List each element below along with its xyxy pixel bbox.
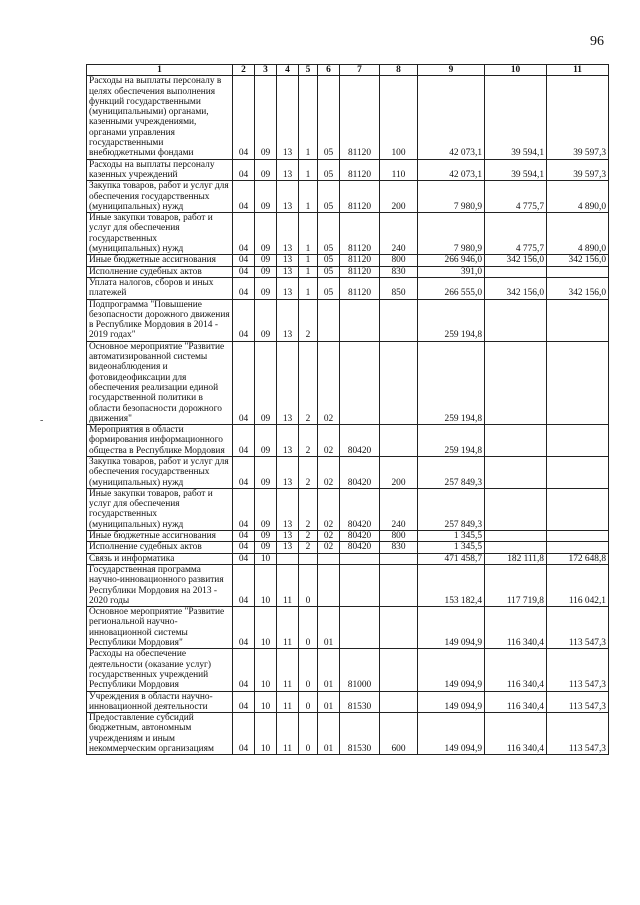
cell-col-9: 266 555,0: [418, 277, 485, 299]
table-body: [87, 76, 609, 755]
cell-col-6: 01: [318, 649, 340, 691]
column-header-2: 2: [233, 65, 255, 76]
cell-col-3: 09: [255, 299, 277, 341]
cell-col-11: 113 547,3: [547, 607, 609, 649]
table-row: [87, 531, 609, 542]
table-row: [87, 564, 609, 606]
cell-col-11: 4 890,0: [547, 181, 609, 213]
cell-col-10: 342 156,0: [485, 255, 547, 266]
cell-col-4: 11: [277, 713, 299, 755]
row-name-cell: Предоставление субсидий бюджетным, автономным учреждениям и иным некоммерческим организациям: [87, 713, 233, 755]
cell-col-10: 39 594,1: [485, 159, 547, 181]
table-row: [87, 299, 609, 341]
cell-col-9: 7 980,9: [418, 213, 485, 255]
cell-col-4: 13: [277, 542, 299, 553]
page-number: 96: [590, 34, 604, 49]
cell-col-4: 13: [277, 299, 299, 341]
cell-col-4: 13: [277, 341, 299, 424]
cell-col-10: 116 340,4: [485, 691, 547, 713]
cell-col-3: 09: [255, 456, 277, 488]
cell-col-2: 04: [233, 341, 255, 424]
cell-col-2: 04: [233, 255, 255, 266]
cell-col-5: 0: [299, 649, 318, 691]
cell-col-3: 10: [255, 649, 277, 691]
cell-col-9: 149 094,9: [418, 713, 485, 755]
cell-col-11: [547, 425, 609, 457]
cell-col-7: 81000: [340, 649, 380, 691]
cell-col-9: 42 073,1: [418, 76, 485, 159]
column-header-7: 7: [340, 65, 380, 76]
column-header-6: 6: [318, 65, 340, 76]
cell-col-2: 04: [233, 542, 255, 553]
cell-col-6: 02: [318, 531, 340, 542]
cell-col-8: 800: [380, 255, 418, 266]
cell-col-8: [380, 341, 418, 424]
row-name-cell: Иные бюджетные ассигнования: [87, 531, 233, 542]
cell-col-7: [340, 564, 380, 606]
cell-col-7: 80420: [340, 488, 380, 530]
cell-col-6: 02: [318, 425, 340, 457]
cell-col-11: 342 156,0: [547, 255, 609, 266]
cell-col-11: [547, 299, 609, 341]
cell-col-11: [547, 488, 609, 530]
cell-col-5: 1: [299, 76, 318, 159]
cell-col-7: 80420: [340, 542, 380, 553]
row-name-cell: Основное мероприятие "Развитие автоматизированной системы видеонаблюдения и фотовидеофиксации для обеспечения реализации единой государственной политики в области безопасности дорожного движения": [87, 341, 233, 424]
cell-col-10: 39 594,1: [485, 76, 547, 159]
cell-col-8: [380, 649, 418, 691]
table-row: [87, 213, 609, 255]
cell-col-3: 09: [255, 542, 277, 553]
cell-col-8: [380, 564, 418, 606]
table-row: [87, 713, 609, 755]
cell-col-2: 04: [233, 531, 255, 542]
cell-col-6: 05: [318, 255, 340, 266]
cell-col-10: [485, 531, 547, 542]
cell-col-3: 09: [255, 488, 277, 530]
cell-col-11: 342 156,0: [547, 277, 609, 299]
row-name-cell: Исполнение судебных актов: [87, 542, 233, 553]
cell-col-11: 39 597,3: [547, 159, 609, 181]
table-row: [87, 607, 609, 649]
row-name-cell: Расходы на обеспечение деятельности (оказание услуг) государственных учреждений Республики Мордовия: [87, 649, 233, 691]
cell-col-2: 04: [233, 159, 255, 181]
column-header-10: 10: [485, 65, 547, 76]
column-header-8: 8: [380, 65, 418, 76]
table-row: [87, 159, 609, 181]
cell-col-6: 05: [318, 159, 340, 181]
cell-col-2: 04: [233, 266, 255, 277]
cell-col-11: 116 042,1: [547, 564, 609, 606]
cell-col-7: [340, 607, 380, 649]
cell-col-2: 04: [233, 607, 255, 649]
cell-col-4: [277, 553, 299, 564]
row-name-cell: Иные бюджетные ассигнования: [87, 255, 233, 266]
cell-col-6: 01: [318, 607, 340, 649]
cell-col-6: 02: [318, 341, 340, 424]
cell-col-10: [485, 299, 547, 341]
cell-col-10: [485, 456, 547, 488]
cell-col-6: [318, 299, 340, 341]
cell-col-10: 117 719,8: [485, 564, 547, 606]
cell-col-7: 81120: [340, 76, 380, 159]
cell-col-4: 13: [277, 531, 299, 542]
row-name-cell: Расходы на выплаты персоналу в целях обеспечения выполнения функций государственными (муниципальными) органами, казенными учреждениями, органами управления государственными внебюджетными фондами: [87, 76, 233, 159]
cell-col-5: 0: [299, 713, 318, 755]
cell-col-7: [340, 299, 380, 341]
cell-col-2: 04: [233, 181, 255, 213]
cell-col-6: [318, 564, 340, 606]
cell-col-5: 1: [299, 159, 318, 181]
cell-col-8: 830: [380, 266, 418, 277]
cell-col-7: 81120: [340, 159, 380, 181]
cell-col-11: 113 547,3: [547, 691, 609, 713]
cell-col-5: 2: [299, 299, 318, 341]
cell-col-11: 4 890,0: [547, 213, 609, 255]
cell-col-6: [318, 553, 340, 564]
cell-col-4: 13: [277, 159, 299, 181]
cell-col-2: 04: [233, 76, 255, 159]
table-row: [87, 488, 609, 530]
cell-col-5: 2: [299, 341, 318, 424]
cell-col-3: 09: [255, 255, 277, 266]
cell-col-6: 05: [318, 76, 340, 159]
cell-col-4: 13: [277, 255, 299, 266]
cell-col-4: 13: [277, 425, 299, 457]
row-name-cell: Основное мероприятие "Развитие региональной научно-инновационной системы Республики Мордовия": [87, 607, 233, 649]
cell-col-8: [380, 691, 418, 713]
cell-col-10: [485, 488, 547, 530]
cell-col-7: 81120: [340, 277, 380, 299]
cell-col-8: [380, 553, 418, 564]
cell-col-10: [485, 425, 547, 457]
cell-col-2: 04: [233, 456, 255, 488]
cell-col-6: 02: [318, 488, 340, 530]
cell-col-6: 05: [318, 266, 340, 277]
cell-col-2: 04: [233, 488, 255, 530]
cell-col-3: 09: [255, 425, 277, 457]
cell-col-10: 182 111,8: [485, 553, 547, 564]
cell-col-5: 1: [299, 255, 318, 266]
cell-col-2: 04: [233, 277, 255, 299]
cell-col-6: 02: [318, 542, 340, 553]
column-header-4: 4: [277, 65, 299, 76]
table-row: [87, 456, 609, 488]
cell-col-7: 80420: [340, 531, 380, 542]
cell-col-4: 13: [277, 277, 299, 299]
cell-col-11: [547, 266, 609, 277]
cell-col-6: 05: [318, 277, 340, 299]
cell-col-3: 09: [255, 159, 277, 181]
cell-col-2: 04: [233, 425, 255, 457]
cell-col-3: 09: [255, 213, 277, 255]
cell-col-8: 200: [380, 181, 418, 213]
row-name-cell: Мероприятия в области формирования информационного общества в Республике Мордовия: [87, 425, 233, 457]
cell-col-2: 04: [233, 691, 255, 713]
cell-col-5: 0: [299, 607, 318, 649]
row-name-cell: Закупка товаров, работ и услуг для обеспечения государственных (муниципальных) нужд: [87, 181, 233, 213]
cell-col-10: 116 340,4: [485, 713, 547, 755]
cell-col-8: 600: [380, 713, 418, 755]
cell-col-10: 116 340,4: [485, 649, 547, 691]
row-name-cell: Иные закупки товаров, работ и услуг для обеспечения государственных (муниципальных) нужд: [87, 213, 233, 255]
row-name-cell: Подпрограмма "Повышение безопасности дорожного движения в Республике Мордовия в 2014 - 2019 годах": [87, 299, 233, 341]
cell-col-6: 02: [318, 456, 340, 488]
cell-col-3: 10: [255, 713, 277, 755]
cell-col-8: 240: [380, 488, 418, 530]
cell-col-3: 10: [255, 553, 277, 564]
cell-col-3: 09: [255, 341, 277, 424]
cell-col-11: 172 648,8: [547, 553, 609, 564]
table-row: [87, 76, 609, 159]
cell-col-10: 4 775,7: [485, 181, 547, 213]
cell-col-6: 01: [318, 691, 340, 713]
cell-col-9: 42 073,1: [418, 159, 485, 181]
cell-col-3: 09: [255, 181, 277, 213]
cell-col-7: 81120: [340, 266, 380, 277]
cell-col-5: 1: [299, 277, 318, 299]
cell-col-4: 11: [277, 607, 299, 649]
cell-col-4: 13: [277, 213, 299, 255]
cell-col-9: 1 345,5: [418, 542, 485, 553]
cell-col-10: 342 156,0: [485, 277, 547, 299]
margin-mark: -: [40, 415, 44, 426]
table-row: [87, 691, 609, 713]
header-row: [87, 65, 609, 76]
table-row: [87, 341, 609, 424]
table-row: [87, 181, 609, 213]
cell-col-2: 04: [233, 553, 255, 564]
cell-col-2: 04: [233, 713, 255, 755]
cell-col-3: 09: [255, 266, 277, 277]
cell-col-10: 116 340,4: [485, 607, 547, 649]
cell-col-2: 04: [233, 213, 255, 255]
cell-col-10: [485, 341, 547, 424]
cell-col-3: 09: [255, 76, 277, 159]
table-row: [87, 553, 609, 564]
cell-col-5: 2: [299, 488, 318, 530]
row-name-cell: Исполнение судебных актов: [87, 266, 233, 277]
table-row: [87, 255, 609, 266]
cell-col-5: 1: [299, 213, 318, 255]
cell-col-2: 04: [233, 564, 255, 606]
budget-table: [86, 64, 609, 755]
cell-col-3: 10: [255, 564, 277, 606]
cell-col-9: 259 194,8: [418, 425, 485, 457]
cell-col-4: 13: [277, 456, 299, 488]
cell-col-6: 05: [318, 213, 340, 255]
cell-col-3: 10: [255, 691, 277, 713]
row-name-cell: Иные закупки товаров, работ и услуг для обеспечения государственных (муниципальных) нужд: [87, 488, 233, 530]
cell-col-11: [547, 341, 609, 424]
cell-col-6: 05: [318, 181, 340, 213]
cell-col-7: 81120: [340, 213, 380, 255]
table-row: [87, 542, 609, 553]
cell-col-8: 110: [380, 159, 418, 181]
cell-col-9: 149 094,9: [418, 691, 485, 713]
cell-col-7: 81530: [340, 691, 380, 713]
cell-col-5: 2: [299, 425, 318, 457]
cell-col-4: 13: [277, 76, 299, 159]
cell-col-9: 257 849,3: [418, 488, 485, 530]
cell-col-5: 1: [299, 266, 318, 277]
cell-col-4: 11: [277, 649, 299, 691]
cell-col-5: 2: [299, 542, 318, 553]
row-name-cell: Закупка товаров, работ и услуг для обеспечения государственных (муниципальных) нужд: [87, 456, 233, 488]
cell-col-5: 2: [299, 456, 318, 488]
cell-col-7: [340, 553, 380, 564]
cell-col-5: 2: [299, 531, 318, 542]
cell-col-9: 153 182,4: [418, 564, 485, 606]
cell-col-7: 80420: [340, 425, 380, 457]
cell-col-5: 1: [299, 181, 318, 213]
cell-col-11: 113 547,3: [547, 649, 609, 691]
cell-col-2: 04: [233, 299, 255, 341]
cell-col-9: 391,0: [418, 266, 485, 277]
cell-col-9: 1 345,5: [418, 531, 485, 542]
cell-col-7: 81530: [340, 713, 380, 755]
row-name-cell: Учреждения в области научно-инновационной деятельности: [87, 691, 233, 713]
cell-col-10: [485, 542, 547, 553]
cell-col-4: 13: [277, 266, 299, 277]
cell-col-11: [547, 542, 609, 553]
cell-col-3: 09: [255, 531, 277, 542]
cell-col-4: 13: [277, 488, 299, 530]
cell-col-8: 200: [380, 456, 418, 488]
column-header-1: 1: [87, 65, 233, 76]
cell-col-5: 0: [299, 691, 318, 713]
cell-col-8: [380, 607, 418, 649]
cell-col-7: [340, 341, 380, 424]
cell-col-3: 10: [255, 607, 277, 649]
cell-col-9: 149 094,9: [418, 607, 485, 649]
cell-col-8: 800: [380, 531, 418, 542]
cell-col-11: [547, 531, 609, 542]
cell-col-9: 471 458,7: [418, 553, 485, 564]
column-header-5: 5: [299, 65, 318, 76]
cell-col-11: 113 547,3: [547, 713, 609, 755]
cell-col-8: 100: [380, 76, 418, 159]
cell-col-8: 850: [380, 277, 418, 299]
cell-col-9: 257 849,3: [418, 456, 485, 488]
cell-col-6: 01: [318, 713, 340, 755]
cell-col-5: 0: [299, 564, 318, 606]
cell-col-11: 39 597,3: [547, 76, 609, 159]
cell-col-9: 7 980,9: [418, 181, 485, 213]
table-row: [87, 425, 609, 457]
cell-col-3: 09: [255, 277, 277, 299]
cell-col-11: [547, 456, 609, 488]
cell-col-7: 81120: [340, 181, 380, 213]
cell-col-4: 11: [277, 564, 299, 606]
row-name-cell: Связь и информатика: [87, 553, 233, 564]
cell-col-8: 830: [380, 542, 418, 553]
cell-col-9: 259 194,8: [418, 299, 485, 341]
row-name-cell: Государственная программа научно-инновационного развития Республики Мордовия на 2013 - 2020 годы: [87, 564, 233, 606]
cell-col-5: [299, 553, 318, 564]
cell-col-9: 266 946,0: [418, 255, 485, 266]
cell-col-10: [485, 266, 547, 277]
cell-col-7: 81120: [340, 255, 380, 266]
cell-col-7: 80420: [340, 456, 380, 488]
cell-col-4: 13: [277, 181, 299, 213]
cell-col-2: 04: [233, 649, 255, 691]
cell-col-8: [380, 299, 418, 341]
cell-col-4: 11: [277, 691, 299, 713]
cell-col-9: 259 194,8: [418, 341, 485, 424]
column-header-9: 9: [418, 65, 485, 76]
table-row: [87, 649, 609, 691]
cell-col-8: [380, 425, 418, 457]
row-name-cell: Расходы на выплаты персоналу казенных учреждений: [87, 159, 233, 181]
column-header-11: 11: [547, 65, 609, 76]
cell-col-9: 149 094,9: [418, 649, 485, 691]
column-header-3: 3: [255, 65, 277, 76]
table-row: [87, 266, 609, 277]
cell-col-8: 240: [380, 213, 418, 255]
cell-col-10: 4 775,7: [485, 213, 547, 255]
table-row: [87, 277, 609, 299]
row-name-cell: Уплата налогов, сборов и иных платежей: [87, 277, 233, 299]
